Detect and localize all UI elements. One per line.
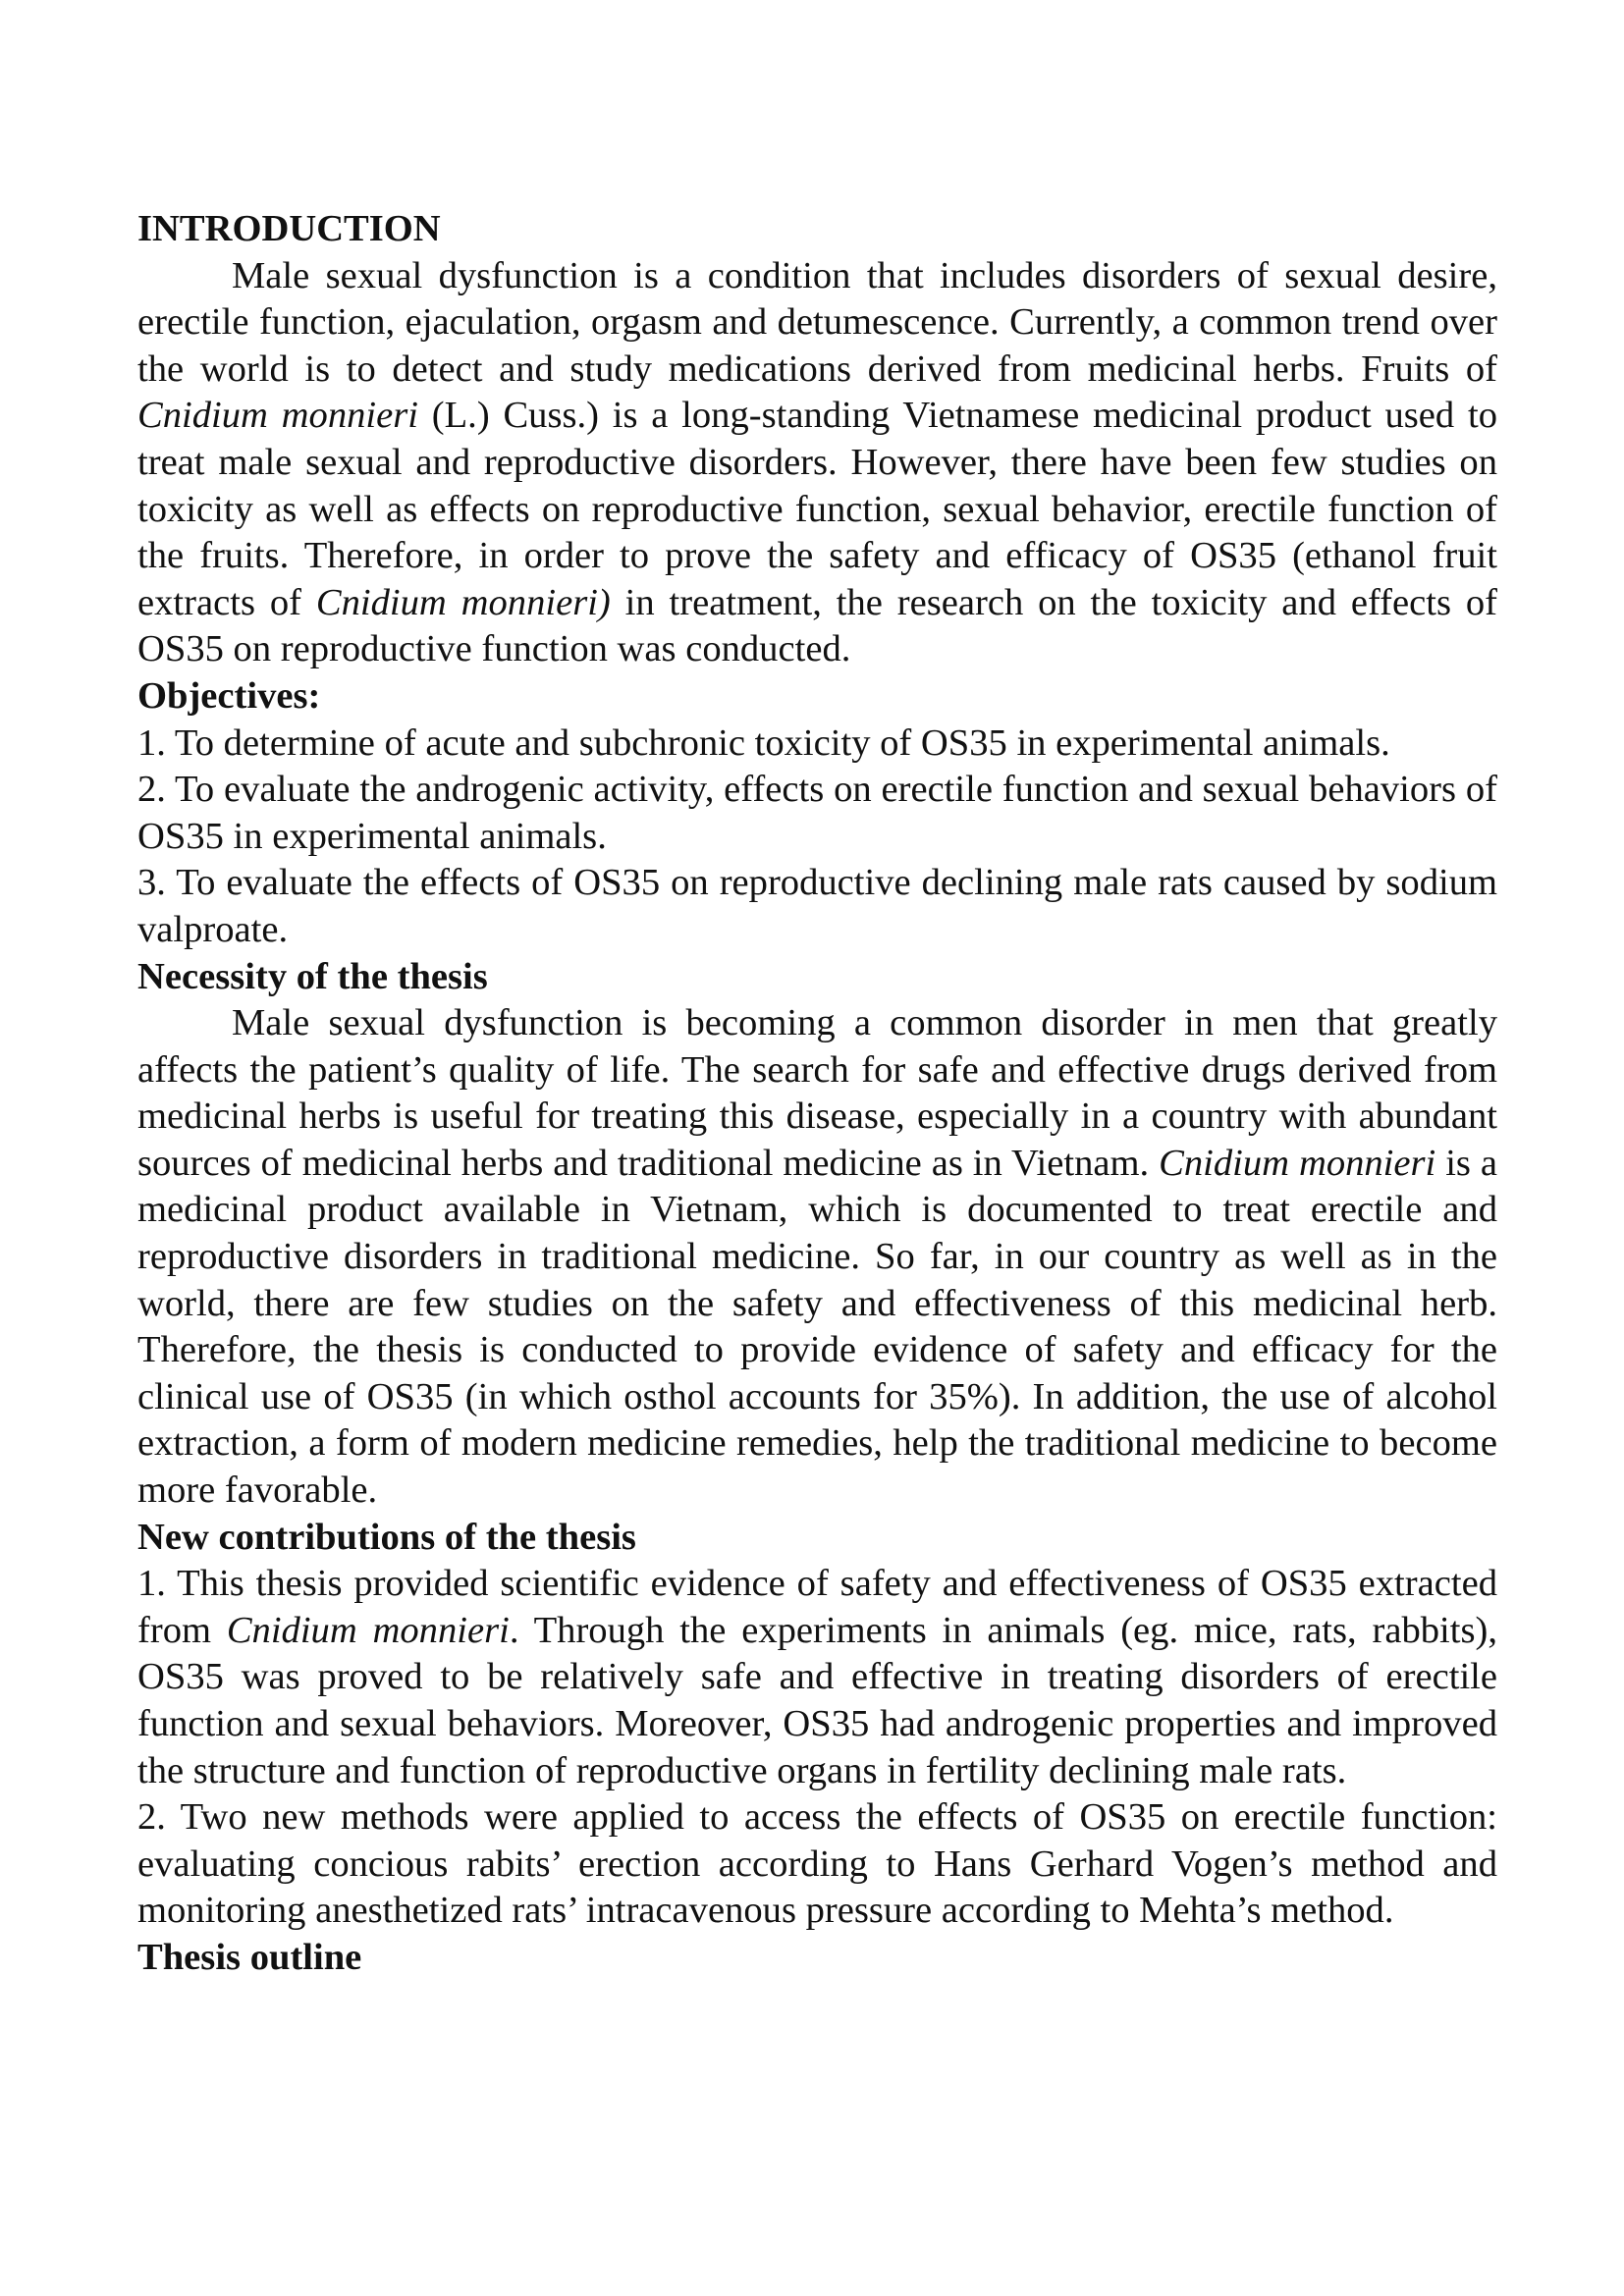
necessity-text-2: is a medicinal product available in Vietnam, which is documented to treat erectile and reproductive disorders in traditional medicine. So far, in our country as well as in the world, there are few studies on the safety and effectiveness of this medicinal herb. Therefore, the thesis is conducted to provide evidence of safety and efficacy for the clinical use of OS35 (in which osthol accounts for 35%). In addition, the use of alcohol extraction, a form of modern medicine remedies, help the traditional medicine to become more favorable. (137, 1142, 1497, 1512)
contribution-1-text-2: . Through the experiments in animals (eg. mice, rats, rabbits), OS35 was proved to be relatively safe and effective in treating disorders of erectile function and sexual behaviors. Moreover, OS35 had androgenic properties and improved the structure and function of reproductive organs in fertility declining male rats. (137, 1609, 1497, 1791)
contribution-item-2: 2. Two new methods were applied to access the effects of OS35 on erectile function: evaluating concious rabits’ erection according to Hans Gerhard Vogen’s method and monitoring anesthetized rats’ intracavenous pressure according to Mehta’s method. (137, 1796, 1497, 1932)
intro-text-1: Male sexual dysfunction is a condition that includes disorders of sexual desire, erectile function, ejaculation, orgasm and detumescence. Currently, a common trend over the world is to detect and study medications derived from medicinal herbs. Fruits of (137, 254, 1497, 390)
necessity-heading: Necessity of the thesis (137, 955, 488, 997)
outline-heading: Thesis outline (137, 1936, 362, 1978)
intro-species-name-2: Cnidium monnieri) (315, 581, 611, 623)
contributions-heading: New contributions of the thesis (137, 1516, 636, 1558)
intro-paragraph (137, 253, 1497, 673)
objective-item-3: 3. To evaluate the effects of OS35 on reproductive declining male rats caused by sodium valproate. (137, 862, 1497, 950)
intro-species-name-1: Cnidium monnieri (137, 395, 418, 437)
document-page (137, 206, 1497, 1982)
objective-item-1: 1. To determine of acute and subchronic toxicity of OS35 in experimental animals. (137, 721, 1390, 764)
necessity-text-1: Male sexual dysfunction is becoming a common disorder in men that greatly affects the patient’s quality of life. The search for safe and effective drugs derived from medicinal herbs is useful for treating this disease, especially in a country with abundant sources of medicinal herbs and traditional medicine as in Vietnam. (137, 1002, 1497, 1184)
necessity-species-name: Cnidium monnieri (1159, 1142, 1436, 1184)
objective-item-2: 2. To evaluate the androgenic activity, effects on erectile function and sexual behaviors of OS35 in experimental animals. (137, 769, 1497, 857)
page-title: INTRODUCTION (137, 208, 441, 249)
contribution-item-1 (137, 1561, 1497, 1794)
intro-text-2: (L.) Cuss.) is a long-standing Vietnamese medicinal product used to treat male sexual and reproductive disorders. However, there have been few studies on toxicity as well as effects on reproductive function, sexual behavior, erectile function of the fruits. Therefore, in order to prove the safety and efficacy of OS35 (ethanol fruit extracts of (137, 395, 1497, 623)
necessity-paragraph (137, 1000, 1497, 1515)
intro-text-3: in treatment, the research on the toxicity and effects of OS35 on reproductive function was conducted. (137, 581, 1497, 670)
contribution-1-species-name: Cnidium monnieri (226, 1609, 510, 1651)
contribution-1-text-1: 1. This thesis provided scientific evidence of safety and effectiveness of OS35 extracted from (137, 1563, 1497, 1651)
objectives-heading: Objectives: (137, 674, 321, 717)
